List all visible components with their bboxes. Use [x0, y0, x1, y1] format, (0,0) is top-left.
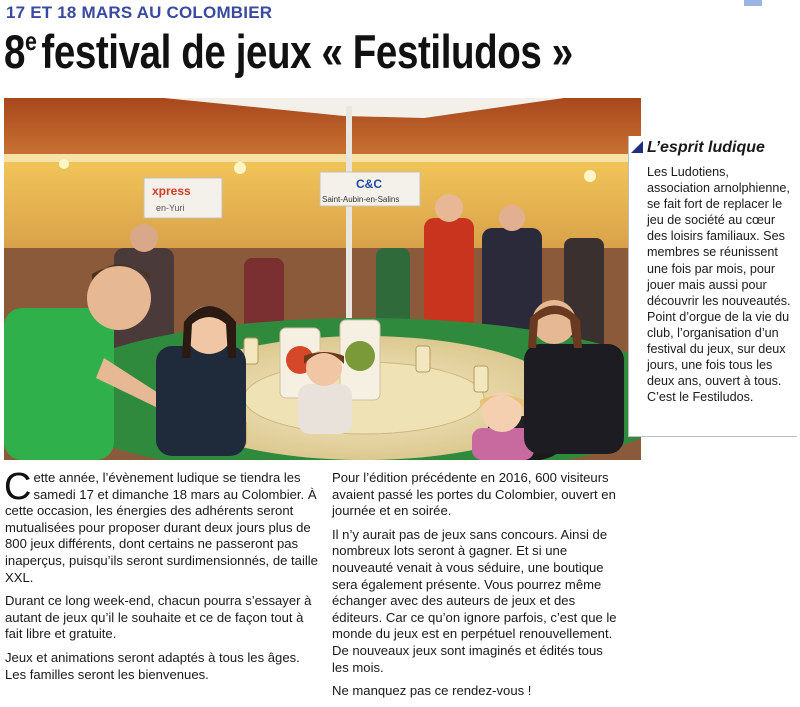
banner-center-text: C&C — [356, 177, 382, 191]
paragraph-4-text: Pour l’édition précédente en 2016, 600 visiteurs avaient passé les portes du Colombier, ouvert en journée et en soirée. — [332, 470, 616, 519]
sidebar-heading — [631, 139, 765, 157]
corner-color-mark — [744, 0, 762, 6]
paragraph-1-text: ette année, l’évènement ludique se tiendra les samedi 17 et dimanche 18 mars au Colombier. À cette occasion, les énergies des adhérents seront mutualisées pour proposer durant deux jours plus de 800 jeux différents, dont certains ne passeront pas inaperçus, puisqu’ils seront surdimensionnés, de taille XXL. — [5, 470, 318, 585]
article-headline — [4, 24, 573, 79]
article-column-right — [332, 470, 622, 707]
headline-number: 8 — [4, 25, 26, 78]
article-column-left — [4, 466, 319, 690]
article-kicker: 17 ET 18 MARS AU COLOMBIER — [6, 3, 273, 22]
banner-center-subtext: Saint-Aubin-en-Salins — [322, 195, 400, 204]
sidebar-body-text: Les Ludotiens, association arnolphienne, se fait fort de replacer le jeu de société au cœur des loisirs familiaux. Ses membres se réunissent une fois par mois, pour jouer mais aussi pour découvrir les nouveautés. Point d’orgue de la vie du club, l’organisation d’un festival du jeux, sur deux jours, une fois tous les deux ans, ouvert à tous. C’est le Festiludos. — [647, 165, 791, 405]
paragraph-2-text: Durant ce long week-end, chacun pourra s’essayer à autant de jeux qu’il le souhaite et ce de façon tout à fait libre et gratuite. — [5, 593, 312, 642]
paragraph-3-text: Jeux et animations seront adaptés à tous les âges. Les familles seront les bienvenues. — [5, 649, 300, 682]
triangle-icon — [631, 141, 643, 153]
banner-left-text: xpress — [152, 184, 191, 198]
sidebar-title-text: L’esprit ludique — [647, 139, 765, 156]
paragraph-5-text: Il n’y aurait pas de jeux sans concours. Ainsi de nombreux lots seront à gagner. Et si une nouveauté venait à vous séduire, une boutique sera également présente. Vous pourrez même échanger avec des auteurs de jeux et des éditeurs. Car ce qu’on ignore parfois, c’est que le monde du jeux est en perpétuel renouvellement. De nouveaux jeux sont imaginés et édités tous les mois. — [332, 526, 617, 675]
banner-left-subtext: en-Yuri — [156, 203, 185, 213]
drop-cap: C — [4, 466, 32, 508]
article-paragraph — [4, 466, 319, 586]
headline-ordinal: e — [25, 26, 37, 56]
paragraph-6-text: Ne manquez pas ce rendez-vous ! — [332, 683, 532, 699]
headline-text: festival de jeux « Festiludos » — [41, 25, 573, 78]
festival-photo — [4, 98, 641, 460]
sidebar-box — [628, 136, 797, 437]
